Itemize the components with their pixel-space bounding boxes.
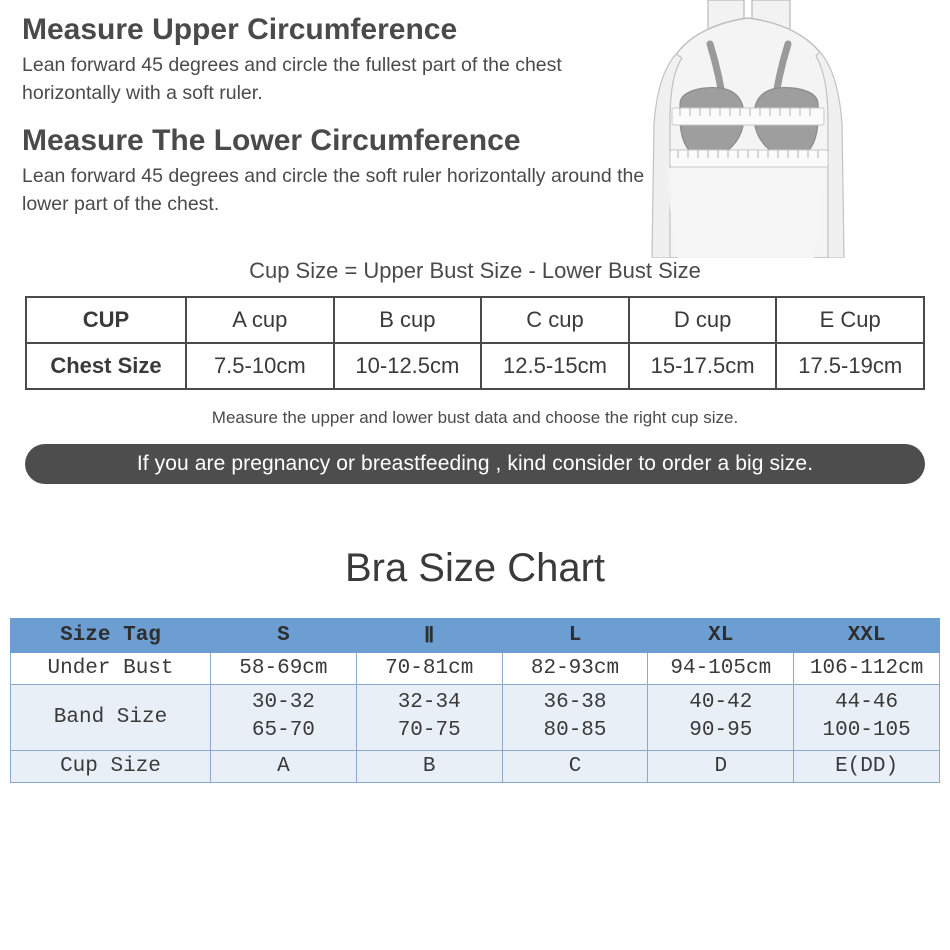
band-size-l (502, 685, 648, 751)
under-bust-xl: 94-105cm (648, 653, 794, 685)
bra-size-chart-table (10, 618, 940, 783)
chest-size-d: 15-17.5cm (629, 343, 777, 389)
band-size-label: Band Size (11, 685, 211, 751)
measure-note: Measure the upper and lower bust data and choose the right cup size. (211, 408, 739, 427)
cup-b-header: B cup (334, 297, 482, 343)
cup-size-label: Cup Size (11, 750, 211, 782)
chest-size-a: 7.5-10cm (186, 343, 334, 389)
cup-d-header: D cup (629, 297, 777, 343)
size-tag-xl: XL (648, 619, 794, 653)
size-tag-l: L (502, 619, 648, 653)
upper-circumference-title: Measure Upper Circumference (22, 13, 458, 46)
band-size-xl (648, 685, 794, 751)
band-size-l-top: 36-38 (543, 691, 607, 714)
cup-size-l: C (502, 750, 648, 782)
cup-e-header: E Cup (776, 297, 924, 343)
band-size-m-bottom: 70-75 (397, 719, 461, 743)
band-size-xxl-bottom: 100-105 (822, 719, 911, 743)
upper-circumference-body: Lean forward 45 degrees and circle the fullest part of the chest horizontally with a soft ruler. (22, 54, 562, 104)
table-row (26, 297, 924, 343)
cup-header-cell: CUP (26, 297, 186, 343)
table-row (11, 619, 940, 653)
band-size-xl-top: 40-42 (689, 691, 753, 714)
band-size-s (211, 685, 357, 751)
instructions-block (22, 12, 662, 219)
table-row (11, 750, 940, 782)
under-bust-label: Under Bust (11, 653, 211, 685)
band-size-s-top: 30-32 (251, 691, 315, 714)
band-size-m (356, 685, 502, 751)
under-bust-s: 58-69cm (211, 653, 357, 685)
pregnancy-banner: If you are pregnancy or breastfeeding , kind consider to order a big size. (25, 444, 925, 484)
bust-measurement-illustration (648, 0, 898, 258)
under-bust-m: 70-81cm (356, 653, 502, 685)
size-tag-label: Size Tag (11, 619, 211, 653)
table-row (26, 343, 924, 389)
band-size-xl-bottom: 90-95 (689, 719, 753, 743)
cup-size-s: A (211, 750, 357, 782)
cup-size-xl: D (648, 750, 794, 782)
size-tag-s: S (211, 619, 357, 653)
cup-size-m: B (356, 750, 502, 782)
table-row (11, 685, 940, 751)
page-title: Bra Size Chart (344, 546, 606, 590)
cup-c-header: C cup (481, 297, 629, 343)
cup-size-table (25, 296, 925, 390)
size-tag-xxl: XXL (794, 619, 940, 653)
lower-circumference-title: Measure The Lower Circumference (22, 124, 521, 158)
under-bust-xxl: 106-112cm (794, 653, 940, 685)
lower-circumference-body: Lean forward 45 degrees and circle the soft ruler horizontally around the lower part of the chest. (22, 165, 645, 216)
band-size-s-bottom: 65-70 (251, 719, 315, 743)
chest-size-e: 17.5-19cm (776, 343, 924, 389)
cup-size-formula: Cup Size = Upper Bust Size - Lower Bust Size (249, 258, 701, 283)
chest-size-c: 12.5-15cm (481, 343, 629, 389)
chest-size-label: Chest Size (26, 343, 186, 389)
torso-diagram-icon (648, 0, 898, 258)
cup-size-xxl: E(DD) (794, 750, 940, 782)
band-size-xxl (794, 685, 940, 751)
size-tag-m: Ⅱ (356, 619, 502, 653)
cup-a-header: A cup (186, 297, 334, 343)
top-section (0, 0, 950, 260)
band-size-m-top: 32-34 (397, 691, 461, 714)
chest-size-b: 10-12.5cm (334, 343, 482, 389)
table-row (11, 653, 940, 685)
band-size-xxl-top: 44-46 (835, 691, 899, 714)
under-bust-l: 82-93cm (502, 653, 648, 685)
band-size-l-bottom: 80-85 (543, 719, 607, 743)
